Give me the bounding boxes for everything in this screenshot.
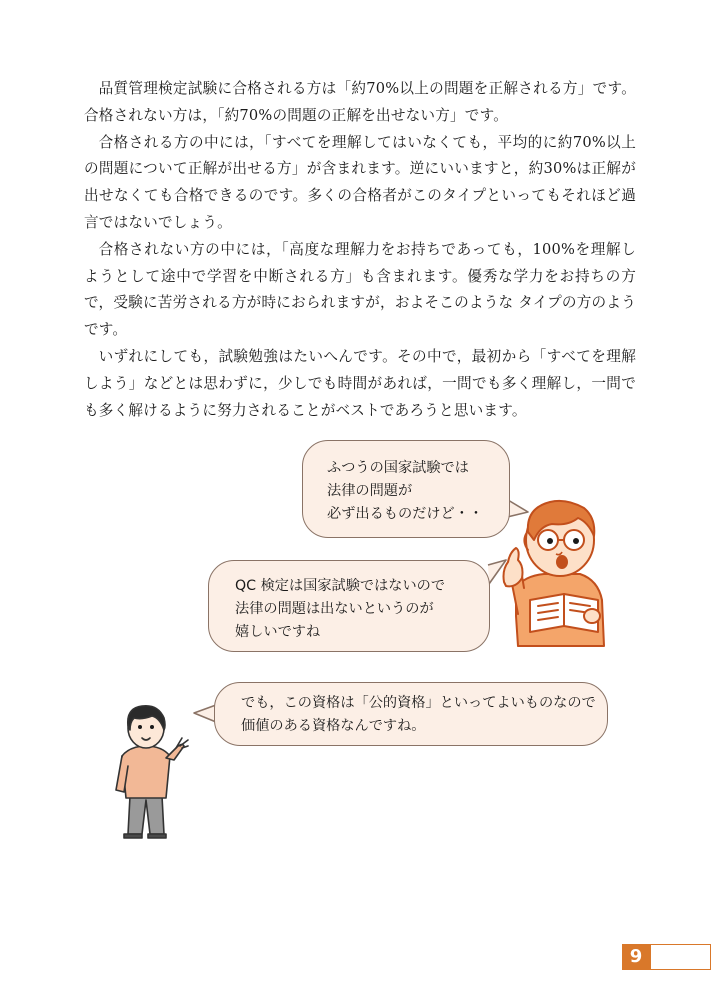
bubble-line: 法律の問題は出ないというのが [235, 601, 434, 617]
professor-illustration [494, 496, 610, 652]
bubble-line: 価値のある資格なんですね。 [241, 718, 426, 734]
bubble-line: ふつうの国家試験では [327, 460, 469, 476]
page-number: 9 [629, 946, 643, 967]
bubble-line: 必ず出るものだけど・・ [327, 506, 484, 522]
bubble-line: QC 検定は国家試験ではないので [235, 578, 446, 594]
speech-bubble-professor-2 [208, 560, 490, 652]
speech-bubble-student [214, 682, 608, 746]
bubble-line: 法律の問題が [327, 483, 413, 499]
bubble-line: でも，この資格は「公的資格」といってよいものなので [241, 695, 596, 711]
paragraph: いずれにしても，試験勉強はたいへんです。その中で，最初から「すべてを理解しよう」などとは思わずに，少しでも時間があれば，一問でも多く理解し，一問でも多く解けるように努力されることがベストであろうと思います。 [84, 347, 636, 419]
bubble-line: 嬉しいですね [235, 624, 321, 640]
paragraph: 合格されない方の中には，「高度な理解力をお持ちであっても，100%を理解しようとして途中で学習を中断される方」も含まれます。優秀な学力をお持ちの方で，受験に苦労される方が時におられますが，およそこのような タイプの方のようです。 [84, 240, 636, 339]
paragraph: 合格される方の中には，「すべてを理解してはいなくても，平均的に約70%以上の問題について正解が出せる方」が含まれます。逆にいいますと，約30%は正解が出せなくても合格できるのです。多くの合格者がこのタイプといってもそれほど過言ではないでしょう。 [84, 133, 636, 231]
paragraph: 品質管理検定試験に合格される方は「約70%以上の問題を正解される方」です。合格されない方は，「約70%の問題の正解を出せない方」です。 [84, 80, 636, 124]
speech-bubble-professor-1 [302, 440, 510, 538]
student-illustration [108, 700, 192, 840]
